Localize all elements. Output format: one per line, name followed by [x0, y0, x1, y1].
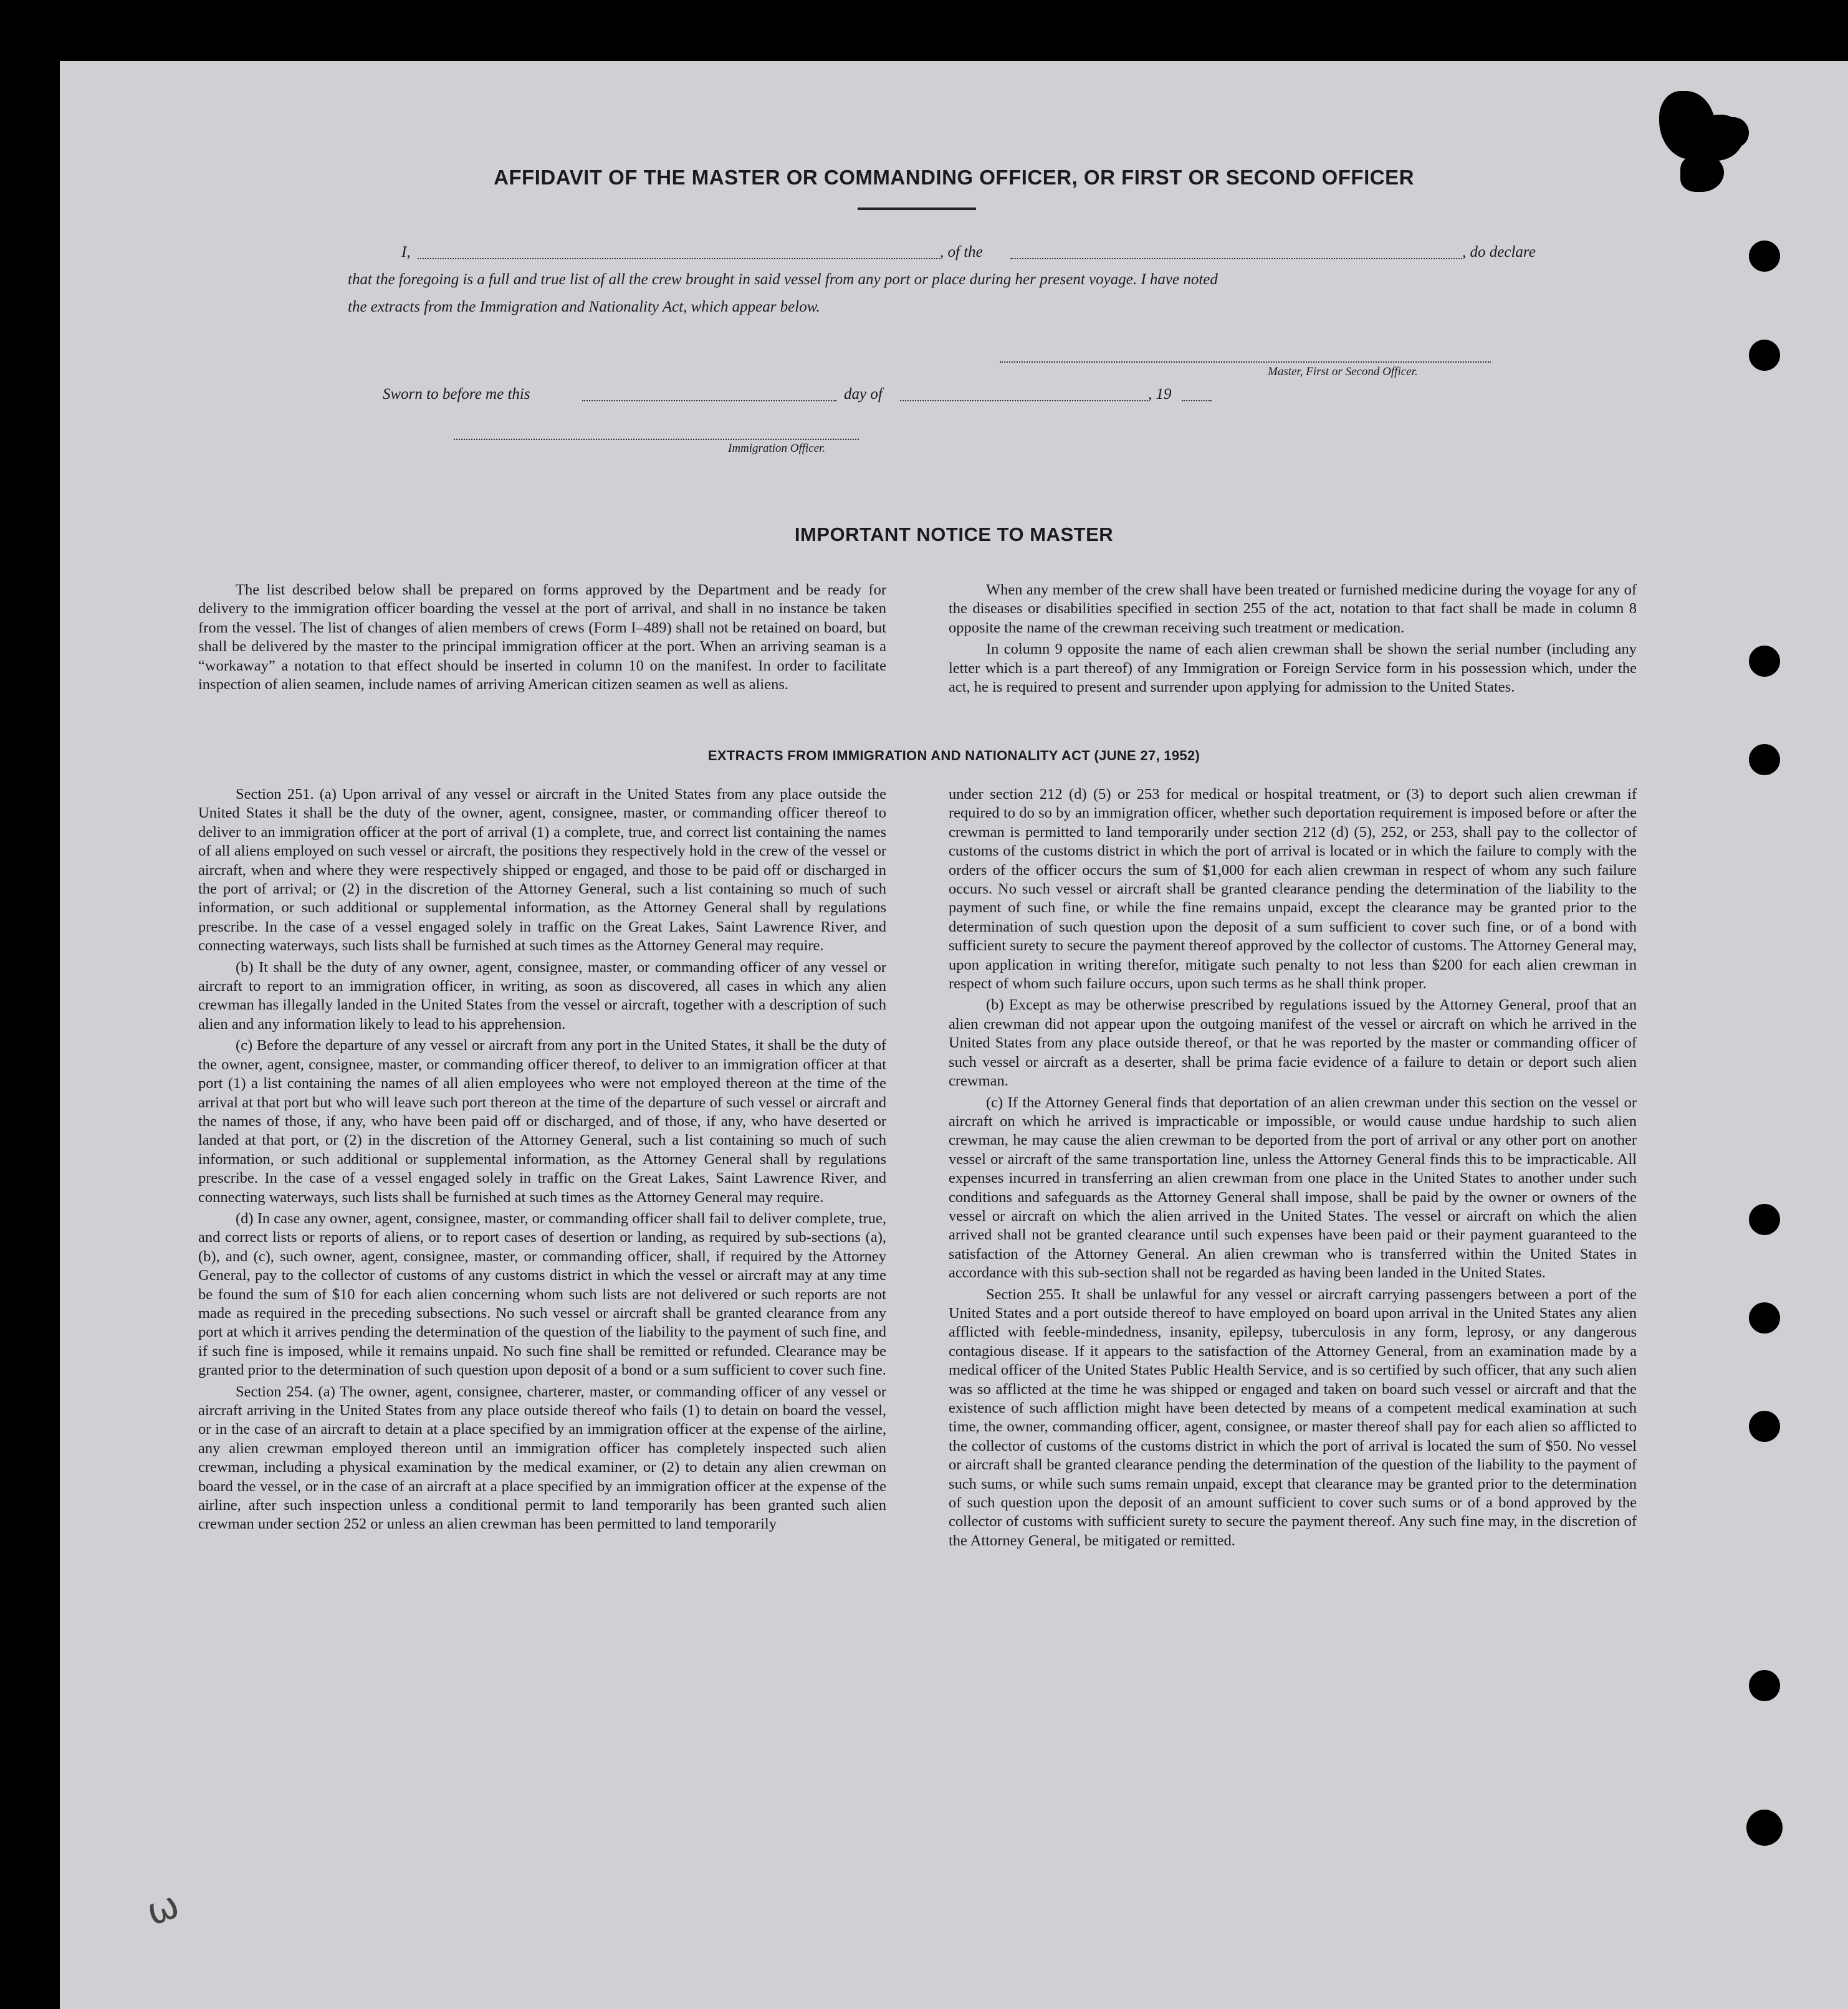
declaration-do-declare: , do declare — [1462, 244, 1536, 260]
affidavit-title: AFFIDAVIT OF THE MASTER OR COMMANDING OFFICER, OR FIRST OR SECOND OFFICER — [494, 166, 1414, 189]
declaration-of-the: , of the — [940, 244, 983, 260]
punch-hole — [1749, 241, 1780, 272]
officer-signature-line[interactable] — [454, 439, 859, 440]
declaration-line-2: that the foregoing is a full and true list of all the crew brought in said vessel from any port or place during her present voyage. I have noted — [348, 271, 1218, 288]
sworn-year-field[interactable] — [1182, 400, 1212, 401]
officer-caption: Immigration Officer. — [728, 442, 826, 455]
punch-hole — [1749, 340, 1780, 371]
notice-title: IMPORTANT NOTICE TO MASTER — [794, 523, 1114, 545]
section-254-c: (c) If the Attorney General finds that deportation of an alien crewman under this section on the vessel or aircraft on which he arrived is impracticable or impossible, or would cause undue hardship to such alien crewman, he may cause the alien crewman to be deported from the port of arrival or any other port on another vessel or aircraft of the same transportation line, unless the Attorney General finds this to be impracticable. All expenses incurred in transferring an alien crewman from one place in the United States to another under such conditions and safeguards as the Attorney General shall impose, shall be paid by the owner or owners of the vessel or aircraft on which the alien arrived in the United States. The vessel or aircraft on which the alien arrived shall not be granted clearance until such expenses have been paid or their payment guaranteed to the satisfaction of the Attorney General. An alien crewman who is transferred within the United States in accordance with this sub-section shall not be regarded as having been landed in the United States. — [949, 1094, 1637, 1282]
notice-right-column — [949, 581, 1637, 699]
punch-hole — [1749, 1411, 1780, 1442]
extracts-title: EXTRACTS FROM IMMIGRATION AND NATIONALITY ACT (JUNE 27, 1952) — [707, 748, 1200, 763]
punch-hole — [1749, 1302, 1780, 1334]
section-251-b: (b) It shall be the duty of any owner, agent, consignee, master, or commanding officer of any vessel or aircraft to report to an immigration officer, in writing, as soon as discovered, all cases in which any alien crewman has illegally landed in the United States from the vessel or aircraft, together with a description of such alien and any information likely to lead to his apprehension. — [198, 958, 886, 1033]
master-caption: Master, First or Second Officer. — [1268, 365, 1418, 378]
punch-hole — [1749, 1670, 1780, 1701]
declaration-line-3: the extracts from the Immigration and Nationality Act, which appear below. — [348, 298, 820, 315]
torn-corner — [1718, 117, 1749, 148]
sworn-day-field[interactable] — [582, 400, 836, 401]
year-label: , 19 — [1148, 386, 1172, 403]
section-254-a-continued: under section 212 (d) (5) or 253 for medical or hospital treatment, or (3) to deport such alien crewman if required to do so by an immigration officer, whether such deportation requirement is imposed before or after the crewman is permitted to land temporarily under section 212 (d) (5), 252, or 253, shall pay to the collector of customs of the customs district in which the port of arrival is located or in which the failure to comply with the orders of the officer occurs the sum of $1,000 for each alien crewman in respect of whom any such failure occurs. No such vessel or aircraft shall be granted clearance pending the determination of the liability to the payment of such fine, or while the fine remains unpaid, except the clearance may be granted prior to the determination of such question upon the deposit of a sum sufficient to cover such fine, or of a bond with sufficient surety to secure the payment thereof approved by the collector of customs. The Attorney General may, upon application in writing therefor, mitigate such penalty to not less than $200 for each alien crewman in respect of whom such failure occurs, upon such terms as he shall think proper. — [949, 786, 1637, 993]
section-251-d: (d) In case any owner, agent, consignee, master, or commanding officer shall fail to deliver complete, true, and correct lists or reports of aliens, or to report cases of desertion or landing, as required by sub-sections (a), (b), and (c), such owner, agent, consignee, master, or commanding officer, shall, if required by the Attorney General, pay to the collector of customs of any customs district in which the vessel or aircraft may at any time be found the sum of $10 for each alien concerning whom such lists are not delivered or such reports are not made as required in the preceding subsections. No such vessel or aircraft shall be granted clearance from any port at which it arrives pending the determination of the question of the liability to the payment of such fine, and if such fine is imposed, while it remains unpaid. No such fine shall be remitted or refunded. Clearance may be granted prior to the determination of such question upon deposit of a bond or a sum sufficient to cover such fine. — [198, 1210, 886, 1379]
title-rule — [858, 208, 976, 210]
handwritten-mark: ω — [140, 1883, 185, 1935]
section-254-b: (b) Except as may be otherwise prescribed by regulations issued by the Attorney General, proof that an alien crewman did not appear upon the outgoing manifest of the vessel or aircraft on which he arrived in the United States from any place outside thereof, or that he was reported by the master or commanding officer of such vessel or aircraft as a deserter, shall be prima facie evidence of a failure to detain or deport such alien crewman. — [949, 996, 1637, 1090]
name-field[interactable] — [418, 258, 940, 259]
notice-left-paragraph: The list described below shall be prepared on forms approved by the Department and be ready for delivery to the immigration officer boarding the vessel at the port of arrival, and shall in no instance be taken from the vessel. The list of changes of alien members of crews (Form I–489) shall not be retained on board, but shall be delivered by the master to the principal immigration officer at the port. When an arriving seaman is a “workaway” a notation to that effect should be inserted in column 10 on the manifest. In order to facilitate inspection of alien seamen, include names of arriving American citizen seamen as well as aliens. — [198, 581, 886, 694]
section-251-a: Section 251. (a) Upon arrival of any vessel or aircraft in the United States from any place outside the United States it shall be the duty of the owner, agent, consignee, master, or commanding officer thereof to deliver to an immigration officer at the port of arrival (1) a complete, true, and correct list containing the names of all aliens employed on such vessel or aircraft, the positions they respectively hold in the crew of the vessel or aircraft, when and where they were respectively shipped or engaged, and those to be paid off or discharged in the port of arrival; or (2) in the discretion of the Attorney General, such a list containing so much of such information, or such additional or supplemental information, as the Attorney General shall by regulations prescribe. In the case of a vessel engaged solely in traffic on the Great Lakes, Saint Lawrence River, and connecting waterways, such lists shall be furnished at such times as the Attorney General may require. — [198, 786, 886, 955]
sworn-label: Sworn to before me this — [383, 386, 530, 403]
notice-left-column — [198, 581, 886, 697]
punch-hole — [1749, 646, 1780, 677]
document-page — [60, 61, 1848, 2009]
punch-hole — [1749, 744, 1780, 775]
notice-right-paragraph-2: In column 9 opposite the name of each alien crewman shall be shown the serial number (including any letter which is a part thereof) of any Immigration or Foreign Service form in his possession which, under the act, he is required to present and surrender upon applying for admission to the United States. — [949, 641, 1637, 696]
day-of-label: day of — [844, 386, 883, 403]
declaration-i-label: I, — [401, 244, 411, 260]
notice-right-paragraph-1: When any member of the crew shall have been treated or furnished medicine during the voyage for any of the diseases or disabilities specified in section 255 of the act, notation to that fact shall be made in column 8 opposite the name of the crewman receiving such treatment or medication. — [949, 581, 1637, 636]
section-251-c: (c) Before the departure of any vessel or aircraft from any port in the United States, it shall be the duty of the owner, agent, consignee, master, or commanding officer thereof, to deliver to an immigration officer at that port (1) a list containing the names of all alien employees who were not employed thereon at the time of the arrival at that port but who will leave such port thereon at the time of the departure of such vessel or aircraft and the names of those, if any, who have been paid off or discharged, and of those, if any, who have deserted or landed at that port, or (2) in the discretion of the Attorney General, such a list containing so much of such information, or such additional or supplemental information, as the Attorney General shall by regulations prescribe. In the case of a vessel engaged solely in traffic on the Great Lakes, Saint Lawrence River, and connecting waterways, such lists shall be furnished at such times as the Attorney General may require. — [198, 1037, 886, 1206]
punch-hole — [1749, 1204, 1780, 1235]
sworn-month-field[interactable] — [900, 400, 1148, 401]
extracts-right-column — [949, 785, 1637, 1553]
section-254-a: Section 254. (a) The owner, agent, consignee, charterer, master, or commanding officer of any vessel or aircraft arriving in the United States from any place outside thereof who fails (1) to detain on board the vessel, or in the case of an aircraft to detain at a place specified by an immigration officer at the expense of the airline, any alien crewman employed thereon until an immigration officer has completely inspected such alien crewman, including a physical examination by the medical examiner, or (2) to detain any alien crewman on board the vessel, or in the case of an aircraft at a place specified by an immigration officer at the expense of the airline, after such inspection unless a conditional permit to land temporarily has been granted such alien crewman under section 252 or unless an alien crewman has been permitted to land temporarily — [198, 1383, 886, 1533]
section-255: Section 255. It shall be unlawful for any vessel or aircraft carrying passengers between a port of the United States and a port outside thereof to have employed on board upon arrival in the United States any alien afflicted with feeble-mindedness, insanity, epilepsy, tuberculosis in any form, leprosy, or any dangerous contagious disease. If it appears to the satisfaction of the Attorney General, from an examination made by a medical officer of the United States Public Health Service, and is so certified by such officer, that any such alien was so afflicted at the time he was shipped or engaged and taken on board such vessel or aircraft and that the existence of such affliction might have been detected by means of a competent medical examination at such time, the owner, commanding officer, agent, consignee, or master thereof shall pay for each alien so afflicted to the collector of customs of the customs district in which the port of arrival is located the sum of $50. No vessel or aircraft shall be granted clearance pending the determination of the question of the liability to the payment of such sums, or while such sums remain unpaid, except that clearance may be granted prior to the determination of such question upon the deposit of an amount sufficient to cover such sums or of a bond approved by the collector of customs with sufficient surety to secure the payment thereof. Any such fine may, in the discretion of the Attorney General, be mitigated or remitted. — [949, 1286, 1637, 1549]
extracts-left-column — [198, 785, 886, 1537]
master-signature-line[interactable] — [1000, 361, 1491, 363]
vessel-field[interactable] — [1010, 258, 1462, 259]
punch-hole — [1746, 1810, 1783, 1846]
